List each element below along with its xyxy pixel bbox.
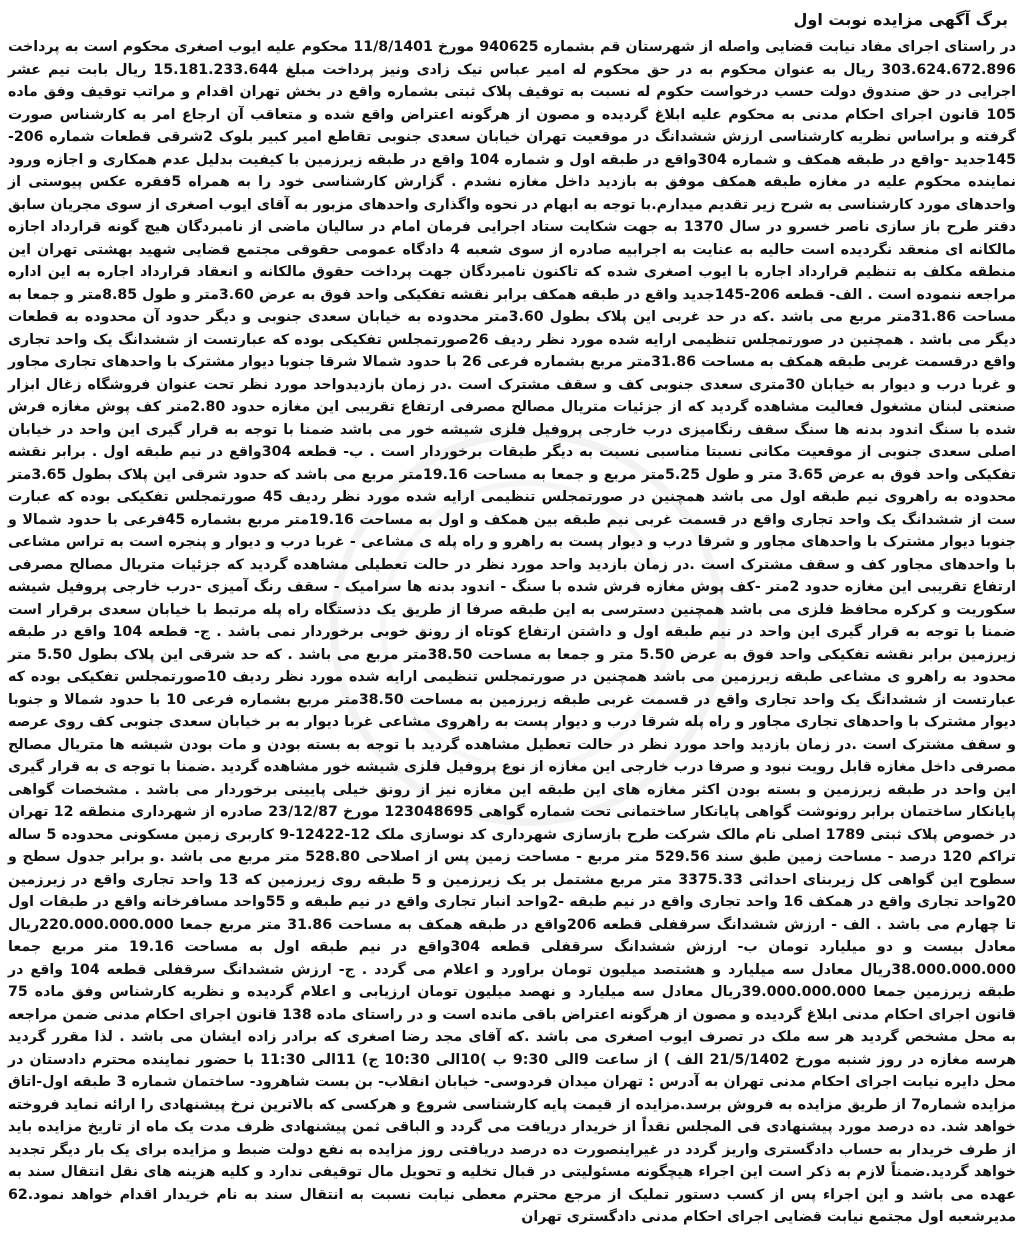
notice-title: برگ آگهی مزایده نوبت اول	[793, 10, 1008, 29]
notice-paragraph: در راستای اجرای مفاد نیابت قضایی واصله از شهرستان قم بشماره 940625 مورخ 11/8/1401 محکوم علیه ایوب اصغری محکوم است به پرداخت 303.624.672.896 ریال به عنوان محکوم به در حق محکوم له امیر عباس نیک زادی ونیز پرداخت مبلغ 15.181.233.644 ریال بابت نیم عشر اجرایی در حق صندوق دولت حسب درخواست حکوم له نسبت به توقیف پلاک ثبتی بشماره واقع در بخش تهران اقدام و مراتب توقیف وفق ماده 105 قانون اجرای احکام مدنی به محکوم علیه ابلاغ گردیده و مصون از هرگونه اعتراض واقع شده و متعاقب آن ارجاع امر به کارشناس صورت گرفته و براساس نظریه کارشناسی ارزش ششدانگ در موقعیت تهران خیابان سعدی جنوبی تقاطع امیر کبیر بلوک 2شرقی قطعات شماره 206-145جدید -واقع در طبقه همکف و شماره 304واقع در طبقه اول و شماره 104 واقع در طبقه زیرزمین با کیفیت بدلیل عدم همکاری و اجازه ورود نماینده محکوم علیه در مغازه طبقه همکف موفق به بازدید داخل مغازه نشدم . گزارش کارشناسی خود را به همراه 5فقره عکس پیوستی از واحدهای مورد کارشناسی به شرح زیر تقدیم میدارم.با توجه به ابهام در نحوه واگذاری واحدهای مزبور به آقای ایوب اصغری از سوی مجریان سابق دفتر طرح باز سازی ناصر خسرو در سال 1370 به جهت شکایت ستاد اجرایی فرمان امام در سالیان ماضی از نامبردگان هیچ گونه قرارداد اجازه مالکانه ای منعقد نگردیده است حالیه به عنایت به اجرابیه صادره از سوی شعبه 4 دادگاه عمومی حقوقی مجتمع قضایی شهید بهشتی تهران این منطقه مکلف به تنظیم قرارداد اجاره با ایوب اصغری شده که تاکنون نامبردگان جهت پرداخت حقوق مالکانه و انعقاد قرارداد اجاره به این اداره مراجعه ننموده است . الف- قطعه 206-145جدید واقع در طبقه همکف برابر نقشه تفکیکی واحد فوق به عرض 3.60متر و طول 8.85متر و جمعا به مساحت 31.86متر مربع می باشد .که در حد غربی این پلاک بطول 3.60متر محدوده به خیابان سعدی جنوبی و دیگر حدود آن محدوده به قطعات دیگر می باشد . همچنین در صورتمجلس تنظیمی ارایه شده مورد نظر ردیف 26صورتمجلس تفکیکی بوده که عبارتست از ششدانگ یک واحد تجاری واقع درقسمت غربی طبقه همکف به مساحت 31.86متر مربع بشماره فرعی 26 با حدود شمالا شرقا جنوبا دیوار مشترک با واحدهای تجاری مجاور و غربا درب و دیوار به خیابان 30متری سعدی جنوبی کف و سقف مشترک است .در زمان بازدیدواحد مورد نظر تحت عنوان فروشگاه زغال ابزار صنعتی لبنان مشغول فعالیت مشاهده گردید که از جزئیات متریال مصالح مصرفی ارتفاع تقریبی این مغازه حدود 2.80متر کف پوش مغازه فرش شده با سنگ اندود بدنه ها سنگ سقف رنگامیزی درب خارجی پروفیل فلزی شیشه خور می باشد ضمنا با توجه به قرار گیری این واحد در خیابان اصلی سعدی جنوبی از موقعیت مکانی نسبتا مناسبی نسبت به دیگر طبقات برخوردار است . ب- قطعه 304واقع در نیم طبقه اول . برابر نقشه تفکیکی واحد فوق به عرض 3.65 متر و طول 5.25متر مربع و جمعا به مساحت 19.16متر مربع می باشد که حدود شرقی این پلاک بطول 3.65متر محدوده به راهروی نیم طبقه اول می باشد همچنین در صورتمجلس تنظیمی ارایه شده مورد نظر ردیف 45 صورتمجلس تفکیکی بوده که عبارت ست از ششدانگ یک واحد تجاری واقع در قسمت غربی نیم طبقه بین همکف و اول به مساحت 19.16متر مربع بشماره 45فرعی با حدود شمالا و جنوبا دیوار مشترک با واحدهای مجاور و شرقا درب و دیوار پست به راهرو و راه پله ی مشاعی - غربا درب و دیوار و پنجره است به تراس مشاعی با واحدهای مجاور کف و سقف مشترک است .در زمان بازدید واحد مورد نظر در حالت تعطیلی مشاهده گردید که جزئیات متریال مصالح مصرفی ارتفاع تقریبی این مغازه حدود 2متر -کف پوش مغازه فرش شده با سنگ - اندود بدنه ها سرامیک - سقف رنگ آمیزی -درب خارجی پروفیل شیشه سکوریت و کرکره محافظ فلزی می باشد همچنین دسترسی به این طبقه صرفا از طریق یک دذستگاه راه پله مرتبط با خیابان سعدی برقرار است ضمنا با توجه به قرار گیری این واحد در نیم طبقه اول و داشتن ارتفاع کوتاه از رونق خوبی برخوردار نمی باشد . ج- قطعه 104 واقع در طبقه زیرزمین برابر نقشه تفکیکی واحد فوق به عرض 5.50 متر و جمعا به مساحت 38.50متر مربع می باشد . که حد شرقی این پلاک بطول 5.50 متر محدود به راهرو ی مشاعی طبقه زیرزمین می باشد همچنین در صورتمجلس تنظیمی ارایه شده مورد نظر ردیف 10صورتمجلس تفکیکی بوده که عبارتست از ششدانگ یک واحد تجاری واقع در قسمت غربی طبقه زیرزمین به مساحت 38.50متر مربع بشماره فرعی 10 با حدود شمالا و جنوبا دیوار مشترک با واحدهای تجاری مجاور و راه پله شرقا درب و دیوار پست به راهروی مشاعی غربا دیوار به بر خیابان سعدی جنوبی کف روی عرصه و سقف مشترک است .در زمان بازدید واحد مورد نظر در حالت تعطیل مشاهده گردید با توجه به بسته بودن و مات بودن شیشه ها متریال مصالح مصرفی داخل مغازه قابل رویت نبود و صرفا درب خارجی این مغازه از نوع پروفیل فلزی شیشه خور مشاهده گردید .ضمنا با توجه ی به قرار گیری این واحد در طبقه زیرزمین و بسته بودن اکثر مغازه های این طبقه این مغازه نیز از رونق خیلی پایینی برخوردار می باشد . مشخصات گواهی پایانکار ساختمان برابر رونوشت گواهی پایانکار ساختمانی تحت شماره گواهی 123048695 مورخ 23/12/87 صادره از شهرداری منطقه 12 تهران در خصوص پلاک ثبتی 1789 اصلی نام مالک شرکت طرح بازسازی شهرداری کد نوسازی ملک 12-12422-9 کاربری زمین مسکونی محدوده 5 ساله تراکم 120 درصد - مساحت زمین طبق سند 529.56 متر مربع - مساحت زمین پس از اصلاحی 528.80 متر مربع می باشد .و برابر جدول سطح و سطوح این گواهی کل زیربنای احداثی 3375.33 متر مربع مشتمل بر یک زیرزمین و 5 طبقه روی زیرزمین که 13 واحد تجاری واقع در زیرزمین 20واحد تجاری واقع در همکف 16 واحد تجاری واقع در نیم طبقه -2واحد انبار تجاری واقع در نیم طبقه و 55واحد مسافرخانه واقع در طبقات اول تا چهارم می باشد . الف - ارزش ششدانگ سرقفلی قطعه 206واقع در طبقه همکف به مساحت 31.86 متر مربع جمعا 220.000.000.000ریال معادل بیست و دو میلیارد تومان ب- ارزش ششدانگ سرقفلی قطعه 304واقع در نیم طبقه اول به مساحت 19.16 متر مربع جمعا 38.000.000.000ریال معادل سه میلیارد و هشتصد میلیون تومان براورد و اعلام می گردد . ج- ارزش ششدانگ سرقفلی قطعه 104 واقع در طبقه زیرزمین جمعا 39.000.000.000ریال معادل سه میلیارد و نهصد میلیون تومان ارزیابی و اعلام گردیده و نظریه کارشناس وفق ماده 75 قانون اجرای احکام مدنی ابلاغ گردیده و مصون از هرگونه اعتراض باقی مانده است و در راستای ماده 138 قانون اجرای احکام مدنی ضمن مراجعه به محل مشخص گردید هر سه ملک در تصرف ایوب اصغری می باشد .که آقای مجد رضا اصغری که برادر زاده ایشان می باشد . لذا مقرر گردید هرسه مغازه در روز شنبه مورخ 21/5/1402 الف ) از ساعت 9الی 9:30 ب )10الی 10:30 ج) 11الی 11:30 با حضور نماینده محترم دادستان در محل دایره نیابت اجرای احکام مدنی تهران به آدرس : تهران میدان فردوسی- خیابان انقلاب- بن بست شاهرود- ساختمان شماره 3 طبقه اول-اتاق مزایده شماره7 از طریق مزایده به فروش برسد.مزایده از قیمت پایه کارشناسی شروع و هرکسی که بالاترین نرخ پیشنهادی را ارائه نماید فروخته خواهد شد. ده درصد مورد پیشنهادی فی المجلس نقداً از خریدار دریافت می گردد و الباقی ثمن پیشنهادی ظرف مدت یک ماه از تاریخ مزایده باید از طرف خریدار به حساب دادگستری واریز گردد در غیراینصورت ده درصد دریافتی روز مزایده به نفع دولت ضبط و مزایده برای یک بار دیگر تجدید خواهد گردید.ضمناً لازم به ذکر است این اجراء هیچگونه مسئولیتی در قبال تخلیه و تحویل مال توقیفی ندارد و کلیه هزینه های نقل انتقال سند به عهده می باشد و این اجراء پس از کسب دستور تملیک از مرجع محترم معطی نیابت نسبت به انتقال سند به نام خریدار اقدام خواهد نمود.62 مدیرشعبه اول مجتمع نیابت قضایی اجرای احکام مدنی دادگستری تهران	[8, 39, 1017, 1225]
notice-body	[8, 36, 1016, 1229]
